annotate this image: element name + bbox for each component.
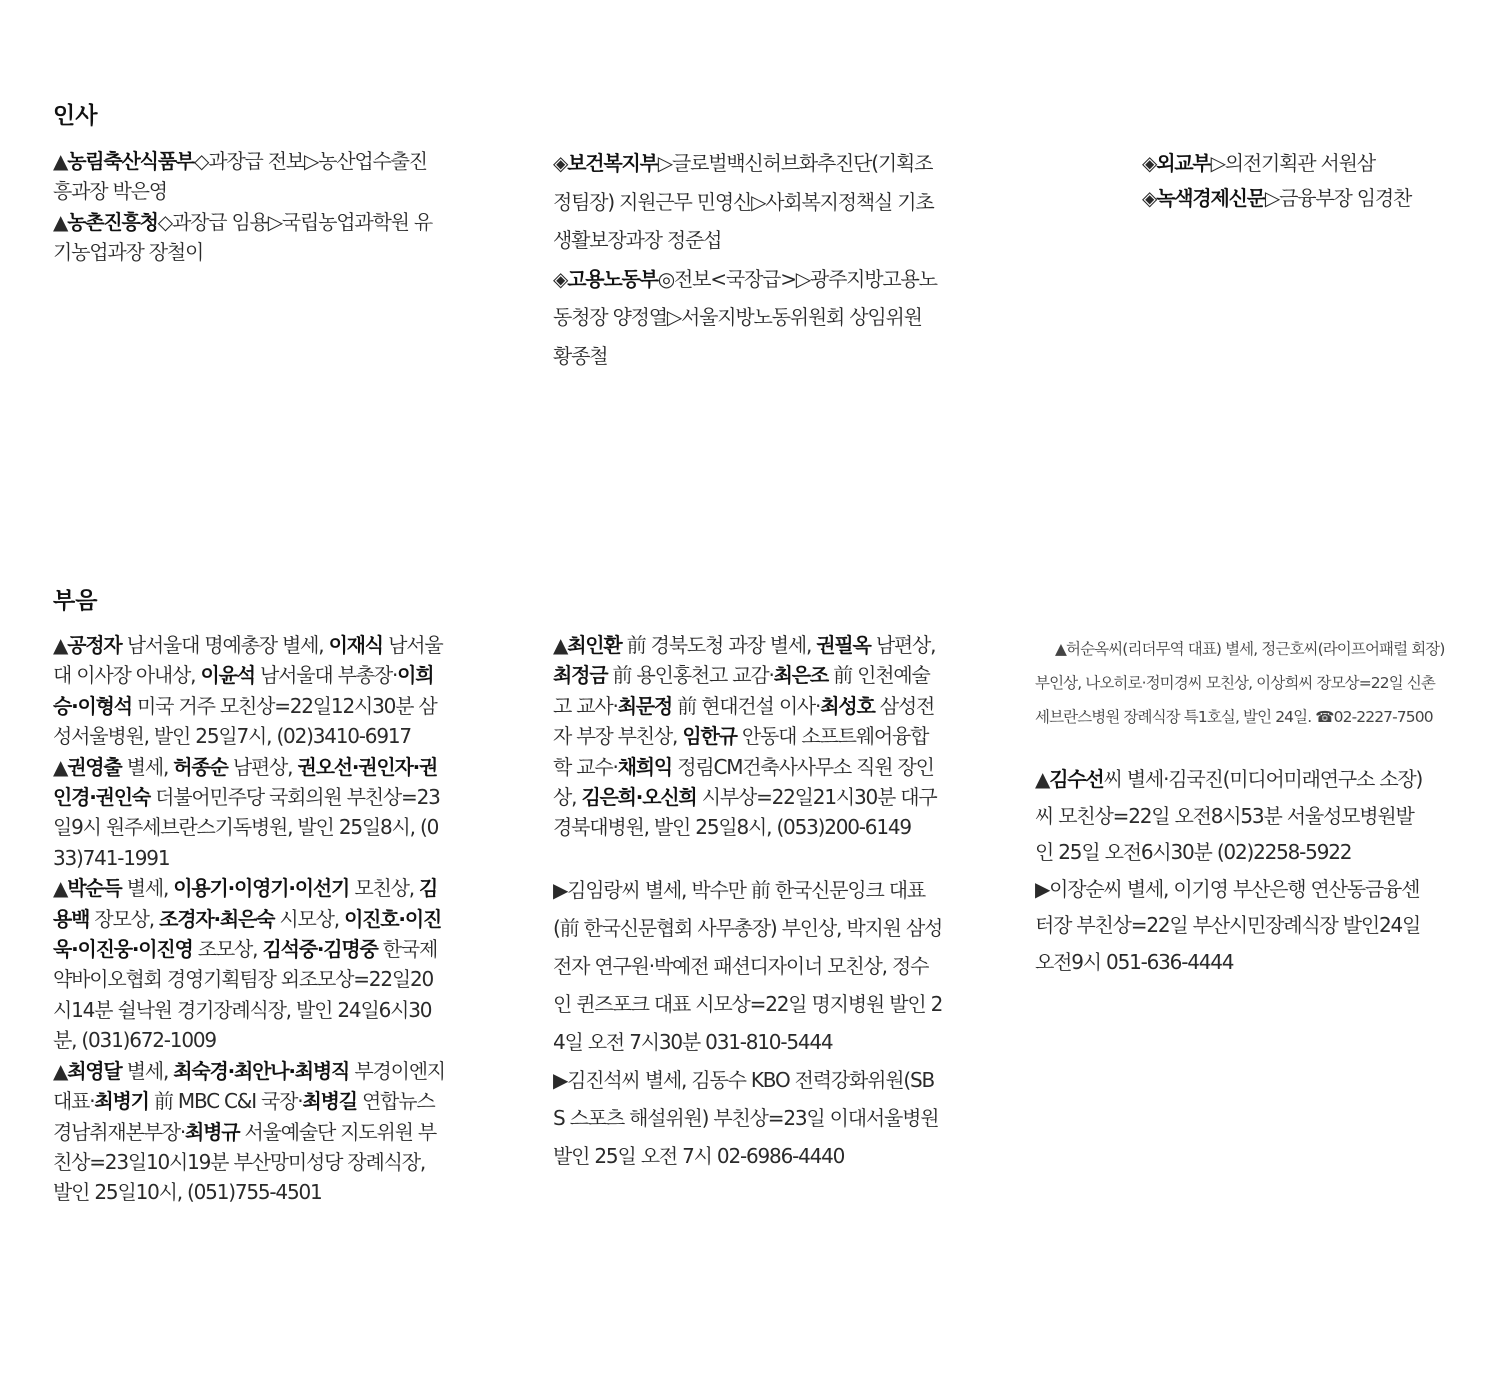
entry-text: 장모상, [89, 906, 160, 931]
entry-text: ▲ [53, 209, 68, 234]
entry [53, 207, 438, 268]
entry [53, 873, 448, 1055]
name-text: 녹색경제신문 [1156, 186, 1265, 210]
entry-text: 前 MBC C&I 국장· [148, 1089, 303, 1114]
entry [53, 146, 438, 207]
entry-text: 한국제약바이오협회 경영기획팀장 외조모상=22일20시14분 쉴낙원 경기장례식장, 발인 24일6시30분, (031)672-1009 [53, 937, 438, 1053]
name-text: 고용노동부 [567, 266, 658, 291]
entry-text: ◈ [553, 266, 568, 291]
insa-heading: 인사 [53, 103, 98, 129]
entry-text: 씨 별세·김국진(미디어미래연구소 소장)씨 모친상=22일 오전8시53분 서울성모병원발인 25일 오전6시30분 (02)2258-5922 [1035, 767, 1423, 864]
entry-text: 부경이엔지 대표· [53, 1058, 445, 1114]
name-text: 권오선·권인자·권인경·권인숙 [53, 754, 438, 810]
name-text: 이희승·이형석 [53, 663, 434, 718]
entry-text: ◈ [1142, 186, 1157, 210]
name-text: 최인환 [567, 633, 622, 657]
entry-text: ▷금융부장 임경찬 [1264, 186, 1412, 210]
name-text: 김수선 [1049, 767, 1104, 791]
entry [1035, 632, 1447, 734]
entry-text: 삼성전자 부장 부친상, [553, 693, 935, 749]
name-text: 채희익 [617, 754, 673, 779]
name-text: 농촌진흥청 [67, 209, 158, 234]
insa-column-2 [553, 144, 945, 376]
entry-text: ▲ [53, 149, 68, 173]
entry-text: ▲ [53, 1058, 68, 1083]
entry-text: 남서울대 명예총장 별세, [121, 633, 329, 657]
entry [53, 752, 448, 874]
entry [1142, 181, 1447, 216]
entry [553, 144, 945, 260]
name-text: 이윤석 [200, 663, 255, 688]
entry-text: 조모상, [192, 937, 263, 962]
name-text: 최병규 [185, 1119, 240, 1144]
entry [553, 1061, 943, 1175]
entry-text: 前 인천예술고 교사· [553, 663, 930, 718]
entry [553, 871, 943, 1061]
entry-text: 시모상, [274, 906, 345, 931]
name-text: 외교부 [1156, 151, 1211, 175]
name-text: 김용백 [53, 876, 438, 931]
entry-text: 남편상, [870, 633, 936, 657]
entry [1142, 146, 1447, 181]
name-text: 농림축산식품부 [67, 149, 195, 173]
entry-text: 별세, [121, 754, 174, 779]
name-text: 최은조 [773, 663, 829, 688]
bueum-heading: 부음 [53, 588, 98, 614]
entry-text: 연합뉴스 경남취재본부장· [53, 1089, 435, 1144]
entry-text: ▷글로벌백신허브화추진단(기획조정팀장) 지원근무 민영신▷사회복지정책실 기초생활보장과장 정준섭 [553, 151, 934, 253]
entry [53, 630, 448, 752]
insa-column-3 [1142, 146, 1447, 216]
bueum-column-2a [553, 630, 945, 843]
entry-text: 모친상, [349, 876, 420, 901]
bueum-column-2b [553, 871, 943, 1175]
entry-text: 별세, [121, 876, 174, 901]
name-text: 조경자·최은숙 [159, 906, 275, 931]
bueum-column-3a [1035, 632, 1447, 734]
entry-text: ▷의전기획관 서원삼 [1210, 151, 1375, 175]
name-text: 박순득 [67, 876, 122, 901]
name-text: 최병기 [94, 1089, 149, 1114]
name-text: 최숙경·최안나·최병직 [173, 1058, 350, 1083]
name-text: 보건복지부 [567, 151, 658, 175]
entry [1035, 761, 1430, 871]
entry [553, 630, 945, 843]
entry-text: 前 현대건설 이사· [672, 693, 821, 718]
name-text: 최영달 [67, 1058, 122, 1083]
name-text: 이용기·이영기·이선기 [173, 876, 350, 901]
name-text: 이진호·이진욱·이진웅·이진영 [53, 906, 442, 962]
entry-text: 前 용인홍천고 교감· [607, 663, 774, 688]
insa-column-1 [53, 146, 438, 268]
entry-text: ▶김진석씨 별세, 김동수 KBO 전력강화위원(SBS 스포츠 해설위원) 부친상=23일 이대서울병원 발인 25일 오전 7시 02-6986-4440 [553, 1068, 939, 1168]
entry-text: ▲ [53, 754, 68, 779]
entry-text: 시부상=22일21시30분 대구 경북대병원, 발인 25일8시, (053)200-6149 [553, 785, 937, 840]
entry-text: 안동대 소프트웨어융합학 교수· [553, 724, 929, 779]
entry-text: 더불어민주당 국회의원 부친상=23일9시 원주세브란스기독병원, 발인 25일8시, (033)741-1991 [53, 785, 440, 870]
entry-text: ▶김임랑씨 별세, 박수만 前 한국신문잉크 대표(前 한국신문협회 사무총장) 부인상, 박지원 삼성전자 연구원·박예전 패션디자이너 모친상, 정수인 퀸즈포크 대표 시모상=22일 명지병원 발인 24일 오전 7시30분 031-810-5444 [553, 878, 943, 1054]
bueum-column-1 [53, 630, 448, 1208]
name-text: 임한규 [682, 724, 737, 749]
name-text: 김석중·김명중 [262, 937, 378, 962]
name-text: 권필옥 [816, 633, 871, 657]
entry-text: ◈ [553, 151, 568, 175]
name-text: 이재식 [328, 633, 383, 657]
entry-text: 남서울대 부총장· [254, 663, 398, 688]
entry-text: 남편상, [227, 754, 298, 779]
entry-text: ▲ [53, 633, 68, 657]
entry-text: ▲ [1035, 767, 1050, 791]
entry-text: 前 경북도청 과장 별세, [621, 633, 817, 657]
entry [53, 1056, 448, 1208]
entry-text: 서울예술단 지도위원 부친상=23일10시19분 부산망미성당 장례식장, 발인 25일10시, (051)755-4501 [53, 1119, 437, 1205]
entry-text: ▲ [553, 633, 568, 657]
entry-text: 남서울대 이사장 아내상, [53, 633, 443, 688]
entry-text: 정림CM건축사사무소 직원 장인상, [553, 754, 934, 810]
name-text: 최문정 [617, 693, 673, 718]
entry-text: ◇과장급 임용▷국립농업과학원 유기농업과장 장철이 [53, 209, 433, 265]
entry-text: 미국 거주 모친상=22일12시30분 삼성서울병원, 발인 25일7시, (02)3410-6917 [53, 693, 437, 749]
entry [553, 260, 945, 376]
entry-text: 별세, [121, 1058, 174, 1083]
name-text: 권영출 [67, 754, 122, 779]
entry-text: ▶이장순씨 별세, 이기영 부산은행 연산동금융센터장 부친상=22일 부산시민장례식장 발인24일 오전9시 051-636-4444 [1035, 876, 1421, 974]
name-text: 최성호 [820, 693, 875, 718]
entry-text: ◈ [1142, 151, 1157, 175]
name-text: 최정금 [553, 663, 608, 688]
entry [1035, 871, 1430, 981]
entry-text: ▲허순옥씨(리더무역 대표) 별세, 정근호씨(라이프어패럴 회장) 부인상, 나오히로·정미경씨 모친상, 이상희씨 장모상=22일 신촌세브란스병원 장례식장 특1호실, 발인 24일. ☎02-2227-7500 [1035, 640, 1445, 726]
bueum-column-3b [1035, 761, 1430, 980]
name-text: 김은희·오신희 [581, 785, 697, 810]
name-text: 허종순 [173, 754, 228, 779]
entry-text: ◇과장급 전보▷농산업수출진흥과장 박은영 [53, 149, 427, 204]
entry-text: ◎전보<국장급>▷광주지방고용노동청장 양정열▷서울지방노동위원회 상임위원 황종철 [553, 266, 937, 368]
entry-text: ▲ [53, 876, 68, 901]
name-text: 최병길 [302, 1089, 357, 1114]
name-text: 공정자 [67, 633, 122, 657]
